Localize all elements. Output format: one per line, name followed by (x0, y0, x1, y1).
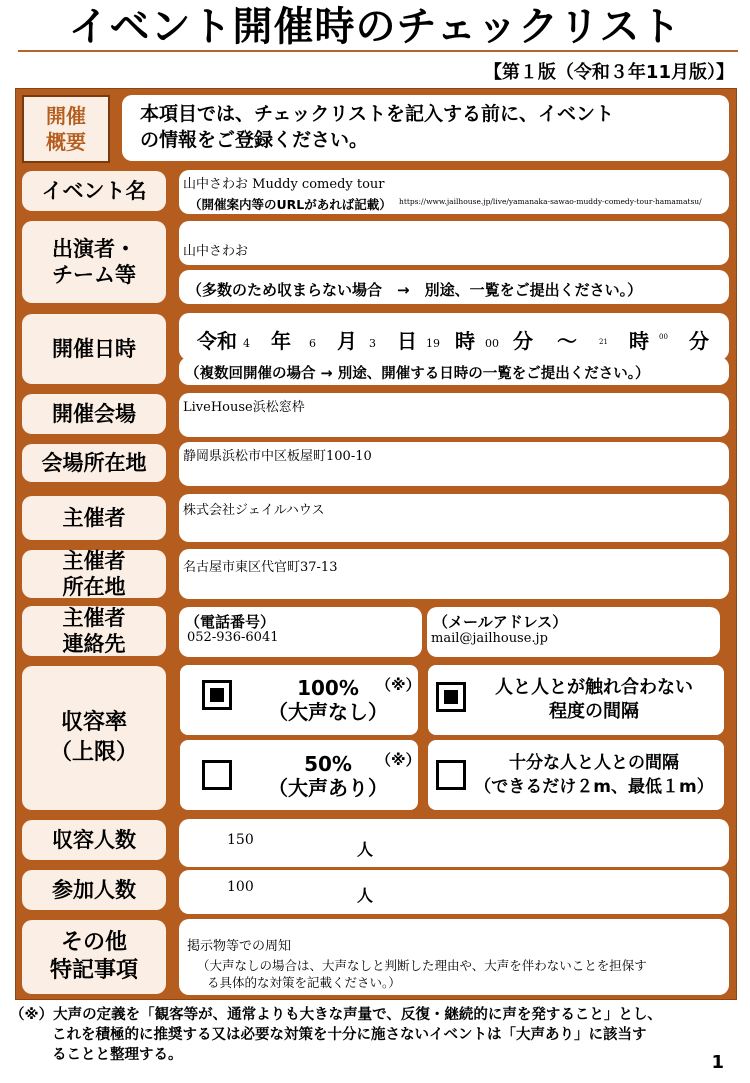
datetime-note-box (179, 357, 729, 385)
datetime-field[interactable] (179, 313, 729, 360)
option-50-checkbox[interactable] (202, 760, 232, 790)
phone-label: （電話番号） (185, 613, 276, 631)
event-name-field[interactable] (179, 170, 729, 214)
start-hour-value: 19 (426, 337, 440, 350)
email-value: mail@jailhouse.jp (431, 631, 548, 646)
spacing-touch-text: 人と人とが触れ合わない 程度の間隔 (495, 677, 693, 722)
organizer-field[interactable] (179, 494, 729, 542)
spacing-distance-checkbox[interactable] (436, 760, 466, 790)
capacity-label: 収容人数 (22, 820, 166, 860)
organizer-address-label: 主催者 所在地 (22, 550, 166, 598)
spacing-touch-cell[interactable] (428, 665, 724, 735)
phone-value: 052-936-6041 (187, 630, 279, 645)
datetime-note: （複数回開催の場合 → 別途、開催する日時の一覧をご提出ください。） (185, 366, 650, 382)
range-tilde: ～ (557, 329, 577, 353)
attendees-field[interactable] (179, 870, 729, 914)
event-name-label: イベント名 (22, 171, 166, 211)
page-title: イベント開催時のチェックリスト (68, 4, 682, 50)
year-value: 4 (243, 337, 250, 350)
option-100-note: （※） (376, 676, 421, 694)
option-100-cell[interactable] (180, 665, 421, 735)
email-label: （メールアドレス） (433, 613, 568, 631)
spacing-distance-cell[interactable] (428, 740, 724, 810)
capacity-value: 150 (227, 832, 254, 848)
organizer-value: 株式会社ジェイルハウス (183, 503, 325, 518)
start-min-unit: 分 (513, 329, 533, 353)
end-hour-unit: 時 (629, 329, 649, 353)
venue-address-label: 会場所在地 (22, 444, 166, 482)
start-min-value: 00 (485, 337, 499, 350)
organizer-label: 主催者 (22, 496, 166, 540)
option-50-note: （※） (376, 751, 421, 769)
performers-note-box (179, 270, 729, 304)
performers-value: 山中さわお (183, 244, 249, 259)
capacity-rate-label: 収容率 （上限） (22, 666, 166, 810)
phone-field[interactable] (179, 607, 422, 657)
performers-note: （多数のため収まらない場合 → 別途、一覧をご提出ください。） (187, 281, 643, 299)
attendees-value: 100 (227, 879, 254, 895)
start-hour-unit: 時 (455, 329, 475, 353)
month-unit: 月 (337, 329, 357, 353)
end-hour-value: 21 (599, 338, 608, 346)
day-unit: 日 (397, 329, 417, 353)
spacing-touch-checkbox[interactable] (436, 682, 466, 712)
organizer-address-value: 名古屋市東区代官町37-13 (183, 560, 338, 575)
other-hint-line2: る具体的な対策を記載ください。） (207, 975, 401, 990)
venue-address-value: 静岡県浜松市中区板屋町100-10 (183, 449, 372, 464)
capacity-unit: 人 (357, 840, 374, 859)
option-100-checkbox[interactable] (202, 680, 232, 710)
venue-value: LiveHouse浜松窓枠 (183, 400, 305, 415)
title-divider (18, 50, 738, 52)
email-field[interactable] (427, 607, 720, 657)
edition-label: 【第１版（令和３年11月版）】 (483, 62, 734, 83)
event-url-value: https://www.jailhouse.jp/live/yamanaka-sawao-muddy-comedy-tour-hamamatsu/ (399, 197, 702, 206)
event-name-value: 山中さわお Muddy comedy tour (183, 177, 385, 192)
datetime-label: 開催日時 (22, 314, 166, 384)
other-field[interactable] (179, 919, 729, 995)
year-unit: 年 (271, 329, 291, 353)
option-50-cell[interactable] (180, 740, 421, 810)
organizer-contact-label: 主催者 連絡先 (22, 606, 166, 656)
footnote: （※） 大声の定義を「観客等が、通常よりも大きな声量で、反復・継続的に声を発すること」とし、 これを積極的に推奨する又は必要な対策を十分に施さないイベントは「大声あり」に該当す ることと整理する。 (10, 1007, 662, 1063)
spacing-distance-text: 十分な人と人との間隔 （できるだけ２m、最低１m） (474, 753, 714, 797)
overview-instructions: 本項目では、チェックリストを記入する前に、イベント の情報をご登録ください。 (122, 95, 729, 161)
option-100-text: 100% （大声なし） (268, 676, 388, 724)
capacity-field[interactable] (179, 819, 729, 867)
end-min-value: 00 (659, 333, 668, 341)
venue-address-field[interactable] (179, 442, 729, 486)
page-number: 1 (711, 1052, 724, 1073)
attendees-unit: 人 (357, 886, 374, 905)
organizer-address-field[interactable] (179, 549, 729, 599)
day-value: 3 (369, 337, 376, 350)
footnote-mark: （※） (10, 1007, 54, 1023)
other-value: 掲示物等での周知 (187, 939, 292, 954)
event-url-label: （開催案内等のURLがあれば記載） (189, 197, 392, 212)
performers-field[interactable] (179, 221, 729, 265)
attendees-label: 参加人数 (22, 870, 166, 910)
performers-label: 出演者・ チーム等 (22, 221, 166, 303)
venue-field[interactable] (179, 393, 729, 437)
overview-label: 開催 概要 (22, 95, 110, 163)
other-hint-line1: （大声なしの場合は、大声なしと判断した理由や、大声を伴わないことを担保す (197, 958, 647, 973)
option-50-text: 50% （大声あり） (268, 752, 388, 800)
venue-label: 開催会場 (22, 394, 166, 434)
era-label: 令和 (197, 329, 237, 353)
other-label: その他 特記事項 (22, 920, 166, 994)
month-value: 6 (309, 337, 316, 350)
end-min-unit: 分 (689, 329, 709, 353)
